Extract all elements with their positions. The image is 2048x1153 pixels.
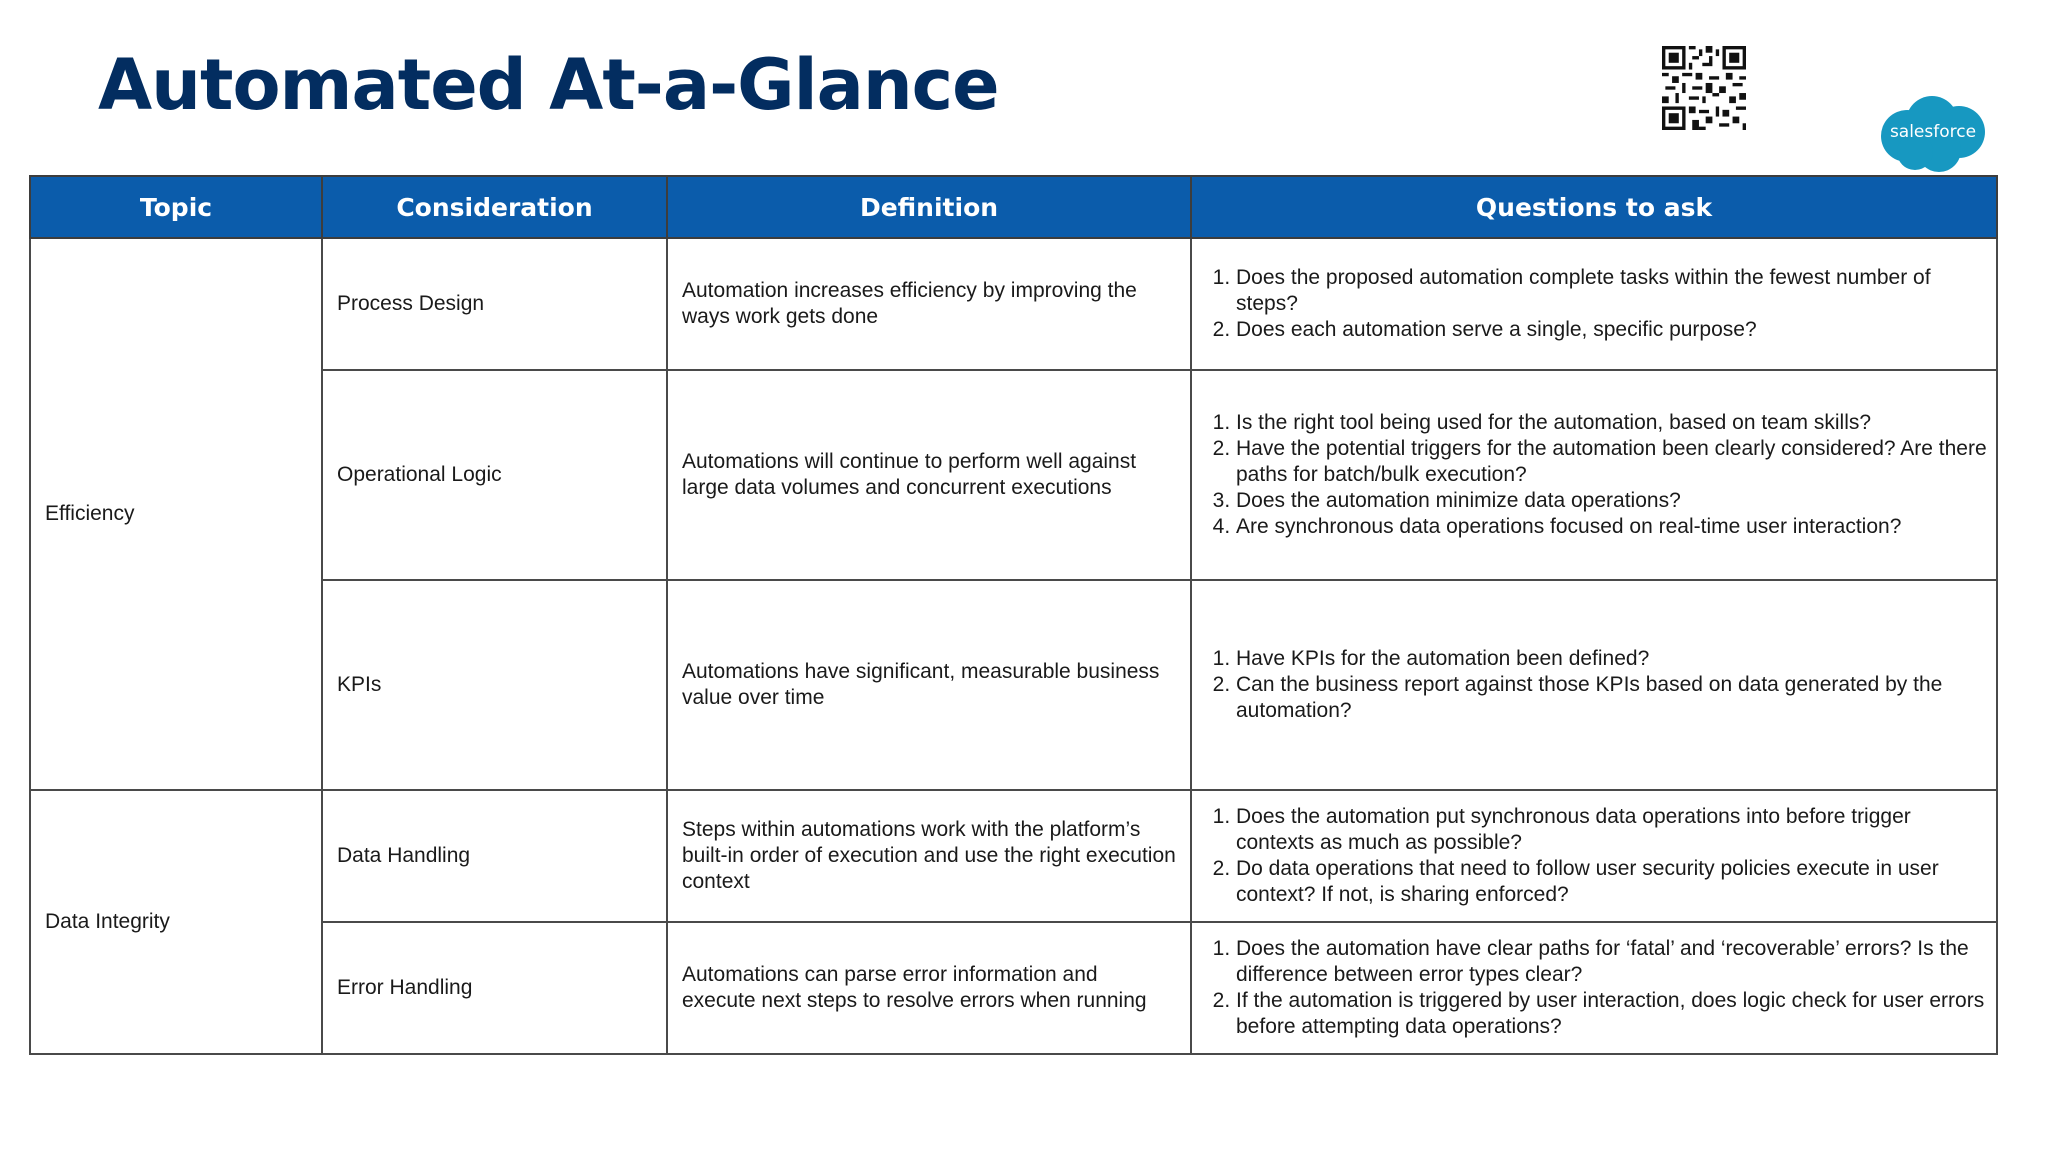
qr-code [1662, 46, 1746, 130]
header-consideration: Consideration [322, 176, 667, 238]
question-item: 2. Can the business report against those KPIs based on data generated by the automation? [1236, 672, 1988, 724]
question-item: 1. Have KPIs for the automation been defined? [1236, 646, 1988, 672]
header-definition: Definition [667, 176, 1191, 238]
table-row [30, 790, 1997, 922]
question-item: 3. Does the automation minimize data operations? [1236, 488, 1988, 514]
questions-list [1202, 265, 1988, 343]
definition-cell: Steps within automations work with the platform’s built-in order of execution and use the right execution context [667, 790, 1191, 922]
definition-cell: Automations will continue to perform well against large data volumes and concurrent executions [667, 370, 1191, 580]
table-row [30, 370, 1997, 580]
consideration-cell: Error Handling [322, 922, 667, 1054]
definition-cell: Automation increases efficiency by improving the ways work gets done [667, 238, 1191, 370]
table-row [30, 922, 1997, 1054]
salesforce-logo [1877, 94, 1989, 174]
header-topic: Topic [30, 176, 322, 238]
questions-cell [1191, 370, 1997, 580]
consideration-cell: Data Handling [322, 790, 667, 922]
question-item: 1. Does the automation have clear paths for ‘fatal’ and ‘recoverable’ errors? Is the difference between error types clear? [1236, 936, 1988, 988]
questions-cell [1191, 922, 1997, 1054]
questions-cell [1191, 580, 1997, 790]
question-item: 1. Does the automation put synchronous data operations into before trigger contexts as much as possible? [1236, 804, 1988, 856]
page-title: Automated At-a-Glance [98, 44, 999, 126]
consideration-cell: KPIs [322, 580, 667, 790]
logo-wordmark: salesforce [1889, 122, 1977, 142]
table-row [30, 580, 1997, 790]
questions-list [1202, 936, 1988, 1040]
question-item: 4. Are synchronous data operations focused on real-time user interaction? [1236, 514, 1988, 540]
question-item: 1. Does the proposed automation complete tasks within the fewest number of steps? [1236, 265, 1988, 317]
definition-cell: Automations have significant, measurable business value over time [667, 580, 1191, 790]
consideration-cell: Operational Logic [322, 370, 667, 580]
table-header-row [30, 176, 1997, 238]
topic-cell: Data Integrity [30, 790, 322, 1054]
questions-list [1202, 410, 1988, 540]
consideration-cell: Process Design [322, 238, 667, 370]
questions-list [1202, 646, 1988, 724]
question-item: 2. If the automation is triggered by user interaction, does logic check for user errors before attempting data operations? [1236, 988, 1988, 1040]
questions-cell [1191, 238, 1997, 370]
header-questions: Questions to ask [1191, 176, 1997, 238]
question-item: 2. Have the potential triggers for the automation been clearly considered? Are there paths for batch/bulk execution? [1236, 436, 1988, 488]
questions-cell [1191, 790, 1997, 922]
question-item: 2. Do data operations that need to follow user security policies execute in user context? If not, is sharing enforced? [1236, 856, 1988, 908]
definition-cell: Automations can parse error information and execute next steps to resolve errors when running [667, 922, 1191, 1054]
question-item: 2. Does each automation serve a single, specific purpose? [1236, 317, 1988, 343]
question-item: 1. Is the right tool being used for the automation, based on team skills? [1236, 410, 1988, 436]
at-a-glance-table [29, 175, 1998, 1055]
topic-cell: Efficiency [30, 238, 322, 790]
table-row [30, 238, 1997, 370]
questions-list [1202, 804, 1988, 908]
